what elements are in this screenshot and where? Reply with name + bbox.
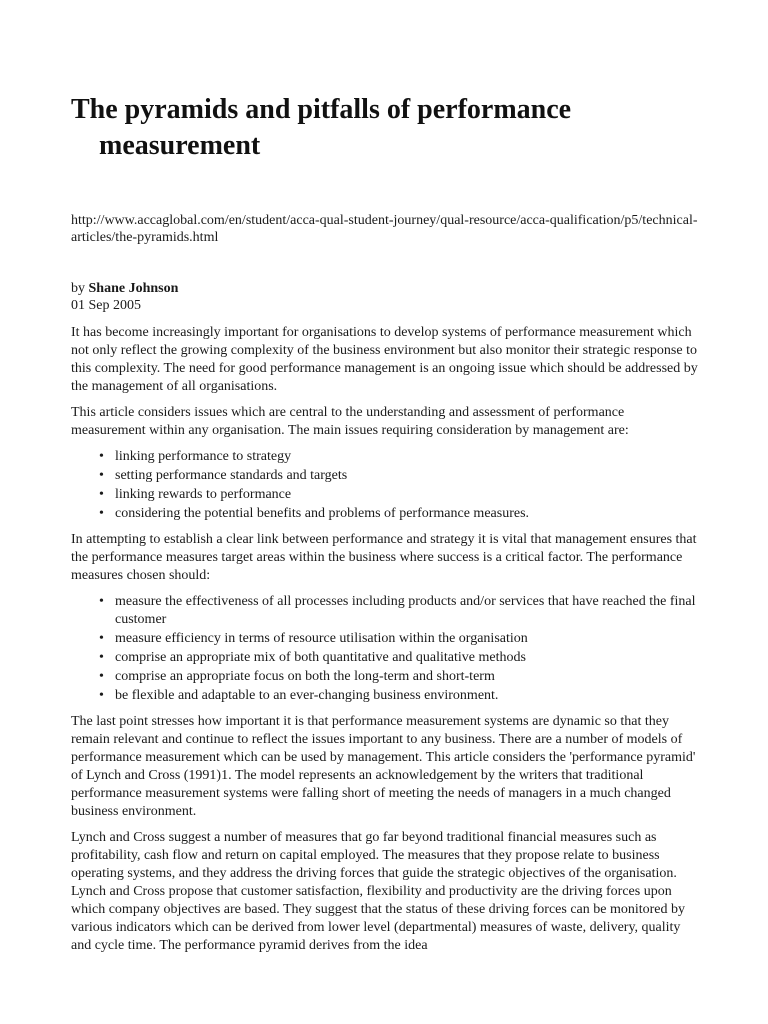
issues-list [71, 448, 701, 523]
bullet-icon: • [99, 487, 104, 502]
list-item: • measure efficiency in terms of resource utilisation within the organisation [99, 631, 528, 646]
bullet-icon: • [99, 506, 104, 521]
list-item: • linking rewards to performance [99, 487, 292, 502]
paragraph-issues-lead: This article considers issues which are central to the understanding and assessment of performance measurement within any organisation. The main issues requiring consideration by management are: [71, 405, 629, 438]
bullet-icon: • [99, 631, 104, 646]
article-title: The pyramids and pitfalls of performance measurement [71, 94, 572, 161]
paragraph-strategy-link: In attempting to establish a clear link between performance and strategy it is vital that management ensures that the performance measures target areas within the business where success is a critical factor. The performance measures chosen should: [71, 532, 697, 583]
author-name: Shane Johnson [88, 281, 179, 296]
list-item: • comprise an appropriate focus on both the long-term and short-term [99, 669, 495, 684]
list-item: • be flexible and adaptable to an ever-changing business environment. [99, 688, 499, 703]
bullet-icon: • [99, 650, 104, 665]
paragraph-lynch-cross: Lynch and Cross suggest a number of measures that go far beyond traditional financial measures such as profitability, cash flow and return on capital employed. The measures that they propose relate to business operating systems, and they address the driving forces that guide the strategic objectives of the organisation. Lynch and Cross propose that customer satisfaction, flexibility and productivity are the driving forces upon which company objectives are based. They suggest that the status of these driving forces can be monitored by various indicators which can be derived from lower level (departmental) measures of waste, delivery, quality and cycle time. The performance pyramid derives from the idea [71, 830, 686, 953]
list-item: • measure the effectiveness of all processes including products and/or services that have reached the final customer [99, 594, 696, 627]
bullet-icon: • [99, 669, 104, 684]
paragraph-intro: It has become increasingly important for organisations to develop systems of performance measurement which not only reflect the growing complexity of the business environment but also monitor their strategic response to this complexity. The need for good performance management is an ongoing issue which should be addressed by the management of all organisations. [71, 325, 698, 394]
byline [71, 280, 701, 297]
bullet-icon: • [99, 594, 104, 609]
byline-prefix: by [71, 281, 89, 296]
list-item: • considering the potential benefits and problems of performance measures. [99, 506, 530, 521]
bullet-icon: • [99, 688, 104, 703]
article [71, 92, 701, 963]
list-item: • setting performance standards and targets [99, 468, 348, 483]
measures-list [71, 593, 701, 705]
list-item: • comprise an appropriate mix of both quantitative and qualitative methods [99, 650, 526, 665]
bullet-icon: • [99, 449, 104, 464]
list-item: • linking performance to strategy [99, 449, 292, 464]
source-url[interactable]: http://www.accaglobal.com/en/student/acca-qual-student-journey/qual-resource/acca-qualification/p5/technical-articles/the-pyramids.html [71, 213, 698, 245]
publish-date: 01 Sep 2005 [71, 298, 141, 313]
paragraph-dynamic-systems: The last point stresses how important it is that performance measurement systems are dynamic so that they remain relevant and continue to reflect the issues important to any business. There are a number of models of performance measurement which can be used by management. This article considers the 'performance pyramid' of Lynch and Cross (1991)1. The model represents an acknowledgement by the writers that traditional performance measurement systems were falling short of meeting the needs of managers in a much changed business environment. [71, 714, 696, 819]
bullet-icon: • [99, 468, 104, 483]
